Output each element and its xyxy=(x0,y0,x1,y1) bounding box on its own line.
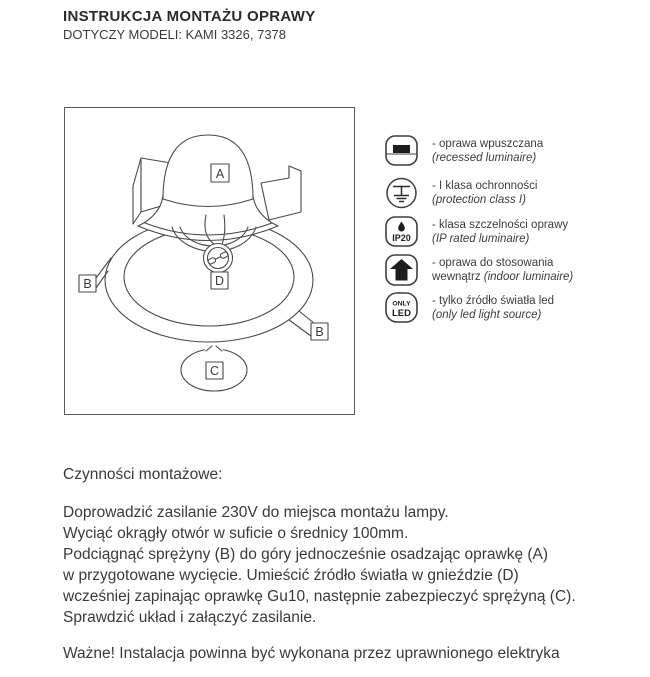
instruction-line: wcześniej zapinając oprawkę Gu10, następnie zabezpieczyć sprężyną (C). xyxy=(63,588,576,605)
indoor-use-icon xyxy=(385,254,418,286)
legend-text-pl: - klasa szczelności oprawy xyxy=(432,219,569,231)
ip20-icon xyxy=(385,216,418,247)
legend-text-pl: - oprawa do stosowania xyxy=(432,257,554,269)
legend-text-en: (IP rated luminaire) xyxy=(432,233,530,245)
legend-text-pl: - I klasa ochronności xyxy=(432,180,538,192)
instruction-line: Wyciąć okrągły otwór w suficie o średnicy 100mm. xyxy=(63,525,409,542)
legend-text-en: (recessed luminaire) xyxy=(432,152,537,164)
instruction-line: w przygotowane wycięcie. Umieścić źródło światła w gnieździe (D) xyxy=(63,567,519,584)
instruction-line: Podciągnąć sprężyny (B) do góry jednocześnie osadzając oprawkę (A) xyxy=(63,546,549,563)
right-bracket xyxy=(261,166,301,220)
warning-text: Ważne! Instalacja powinna być wykonana przez uprawnionego elektryka xyxy=(63,645,560,662)
instructions-heading: Czynności montażowe: xyxy=(63,466,223,483)
led-text: LED xyxy=(392,308,411,319)
protection-class-icon xyxy=(385,177,418,209)
only-text: ONLY xyxy=(392,300,411,308)
legend-row-ip20 xyxy=(385,216,568,252)
legend-row-only-led xyxy=(385,292,554,328)
luminaire-diagram xyxy=(65,108,354,414)
part-label-b-left: B xyxy=(83,277,92,291)
page-subtitle: DOTYCZY MODELI: KAMI 3326, 7378 xyxy=(63,27,287,42)
legend-text-pl2: wewnątrz xyxy=(432,271,484,283)
part-label-a: A xyxy=(215,167,225,181)
legend-text-en: (only led light source) xyxy=(432,309,542,321)
legend-row-recessed xyxy=(385,135,543,171)
instructions-body xyxy=(63,502,576,628)
only-led-icon xyxy=(385,292,418,323)
recessed-luminaire-icon xyxy=(385,135,418,166)
ip20-badge-text: IP20 xyxy=(392,233,411,243)
instruction-line: Doprowadzić zasilanie 230V do miejsca montażu lampy. xyxy=(63,504,449,521)
part-label-d: D xyxy=(214,274,225,288)
legend-text-en: (protection class I) xyxy=(432,194,526,206)
symbol-legend xyxy=(385,0,615,340)
ring-inner xyxy=(124,228,294,326)
legend-row-indoor xyxy=(385,254,573,291)
luminaire-diagram-frame xyxy=(64,107,355,415)
left-bracket xyxy=(133,158,141,224)
legend-text-pl: - oprawa wpuszczana xyxy=(432,138,544,150)
legend-text-pl: - tylko źródło światła led xyxy=(432,295,555,307)
lamp-dome xyxy=(163,135,253,207)
page-title: INSTRUKCJA MONTAŻU OPRAWY xyxy=(63,8,316,25)
part-label-b-right: B xyxy=(315,325,324,339)
legend-text-en: (indoor luminaire) xyxy=(483,271,574,283)
legend-row-protection-class xyxy=(385,177,537,214)
part-label-c: C xyxy=(209,364,220,378)
instruction-line: Sprawdzić układ i załączyć zasilanie. xyxy=(63,609,317,626)
